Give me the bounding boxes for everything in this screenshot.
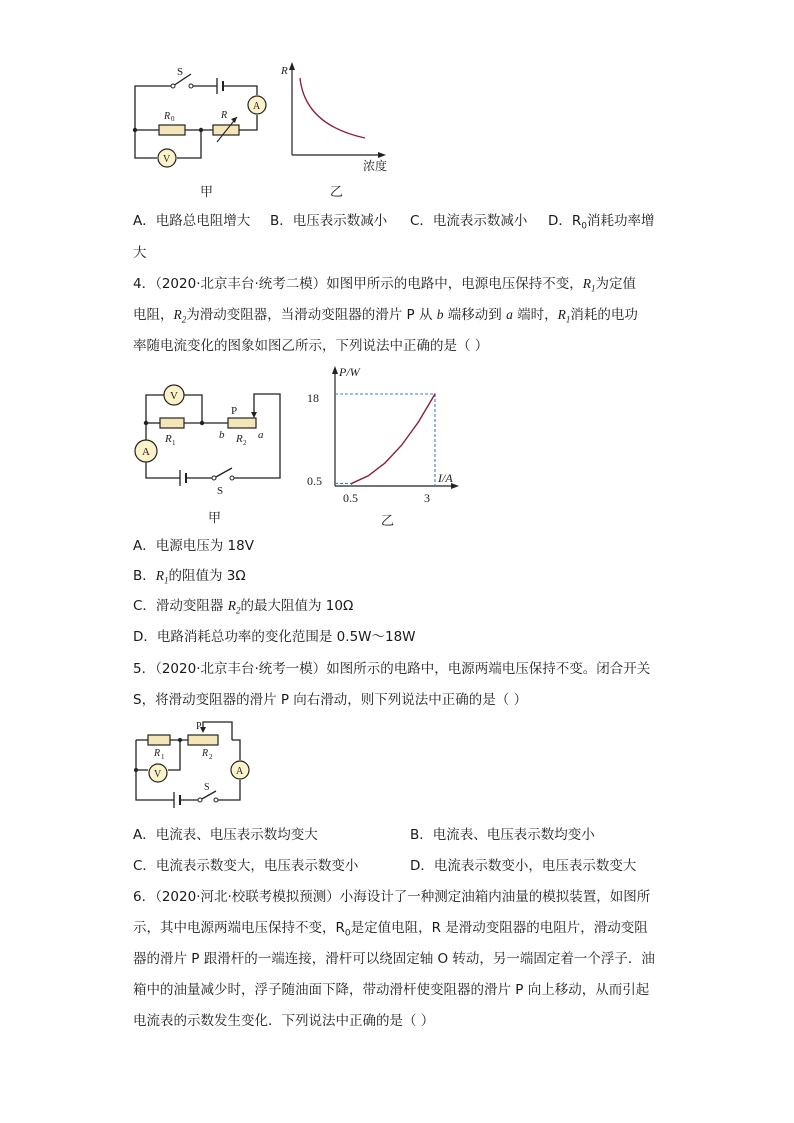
svg-text:A: A [142, 446, 150, 458]
svg-text:P: P [231, 405, 238, 417]
svg-text:P: P [196, 721, 202, 732]
r0-resistor [159, 125, 185, 135]
chart-x-label: I/A [438, 471, 453, 485]
q5-option-c[interactable]: C．电流表示数变大，电压表示数变小 [133, 858, 359, 874]
q4-option-c[interactable]: C．滑动变阻器 $R_2$的最大阻值为 10Ω [133, 598, 354, 616]
svg-text:R: R [154, 748, 161, 759]
svg-text:1: 1 [161, 753, 165, 761]
chart-y-tick-low: 0.5 [307, 474, 322, 488]
q6-stem-line4: 箱中的油量减少时，浮子随油面下降，带动滑杆使变阻器的滑片 P 向上移动，从而引起 [133, 982, 650, 998]
q5-option-b[interactable]: B．电流表、电压表示数均变小 [410, 827, 595, 843]
chart-y-tick-high: 18 [307, 391, 319, 405]
svg-text:R: R [281, 65, 288, 77]
fig-top-caption-yi: 乙 [330, 185, 344, 200]
svg-text:1: 1 [172, 439, 176, 447]
chart-point [351, 483, 352, 484]
chart-point [434, 393, 435, 394]
q4-option-b[interactable]: B．$R_1$的阻值为 3Ω [133, 568, 246, 586]
q6-stem-line2: 示，其中电源两端电压保持不变，$R_0$是定值电阻，R 是滑动变阻器的电阻片，滑动变阻 [133, 920, 648, 939]
svg-text:R: R [236, 433, 243, 445]
svg-text:R: R [164, 111, 171, 122]
svg-text:V: V [163, 154, 171, 165]
q3-option-a[interactable]: A．电路总电阻增大 [133, 213, 251, 229]
chart-point [368, 475, 369, 476]
q4-stem-line1: 4．（2020·北京丰台·统考二模）如图甲所示的电路中，电源电压保持不变，$R_1$为定值 [133, 276, 637, 294]
figure-top-circuit [125, 60, 275, 180]
svg-text:R: R [202, 748, 209, 759]
q4-caption-jia: 甲 [208, 511, 222, 526]
chart-x-tick-low: 0.5 [343, 491, 358, 505]
chart-point [384, 462, 385, 463]
fig-top-caption-jia: 甲 [200, 185, 214, 200]
svg-text:2: 2 [209, 753, 213, 761]
svg-text:2: 2 [243, 439, 247, 447]
q4-stem-line3: 率随电流变化的图象如图乙所示，下列说法中正确的是（ ） [133, 338, 489, 354]
q4-stem-line2: 电阻，$R_2$为滑动变阻器，当滑动变阻器的滑片 P 从 b 端移动到 a 端时，$R_1$消耗的电功 [133, 307, 638, 325]
q4-option-a[interactable]: A．电源电压为 18V [133, 538, 254, 554]
q4-caption-yi: 乙 [381, 514, 395, 529]
r-concentration-curve [300, 78, 365, 138]
switch-label: S [177, 66, 184, 78]
svg-text:S: S [204, 782, 210, 793]
graph-x-label: 浓度 [363, 159, 388, 173]
q3-option-d[interactable]: D．$R_0$消耗功率增 [548, 213, 655, 232]
figure-q5-circuit [128, 716, 258, 808]
q5-stem-line2: S，将滑动变阻器的滑片 P 向右滑动，则下列说法中正确的是（ ） [133, 692, 528, 708]
chart-point [401, 445, 402, 446]
svg-text:R: R [165, 433, 172, 445]
q6-stem-line3: 器的滑片 P 跟滑杆的一端连接，滑杆可以绕固定轴 O 转动，另一端固定着一个浮子．油 [133, 951, 655, 967]
svg-text:A: A [236, 766, 244, 777]
q5-option-a[interactable]: A．电流表、电压表示数均变大 [133, 827, 318, 843]
svg-text:a: a [258, 429, 264, 441]
q4-option-d[interactable]: D．电路消耗总功率的变化范围是 0.5W～18W [133, 629, 416, 645]
q6-stem-line1: 6．（2020·河北·校联考模拟预测）小海设计了一种测定油箱内油量的模拟装置，如图所 [133, 889, 651, 905]
q5-option-d[interactable]: D．电流表示数变小，电压表示数变大 [410, 858, 637, 874]
q3-option-c[interactable]: C．电流表示数减小 [410, 213, 528, 229]
chart-x-tick-high: 3 [424, 491, 430, 505]
svg-text:b: b [219, 429, 225, 441]
q6-stem-line5: 电流表的示数发生变化．下列说法中正确的是（ ） [133, 1013, 435, 1029]
figure-q4-circuit [130, 372, 290, 502]
q4-power-current-chart [305, 360, 465, 510]
svg-text:V: V [154, 769, 162, 780]
svg-text:V: V [170, 390, 178, 402]
svg-text:A: A [253, 101, 261, 112]
svg-text:R: R [221, 110, 228, 121]
chart-point [418, 422, 419, 423]
svg-text:S: S [217, 485, 224, 497]
chart-y-label: P/W [339, 365, 360, 379]
chart-series-line [352, 394, 435, 483]
svg-text:0: 0 [171, 115, 175, 123]
r1-resistor [148, 735, 170, 745]
q3-option-d-wrap: 大 [133, 245, 147, 261]
r2-slider-resistor [188, 735, 218, 745]
r1-resistor [160, 418, 184, 428]
q3-option-b[interactable]: B．电压表示数减小 [270, 213, 388, 229]
r2-slider-resistor [228, 418, 256, 428]
q5-stem-line1: 5．（2020·北京丰台·统考一模）如图所示的电路中，电源两端电压保持不变。闭合开关 [133, 661, 651, 677]
